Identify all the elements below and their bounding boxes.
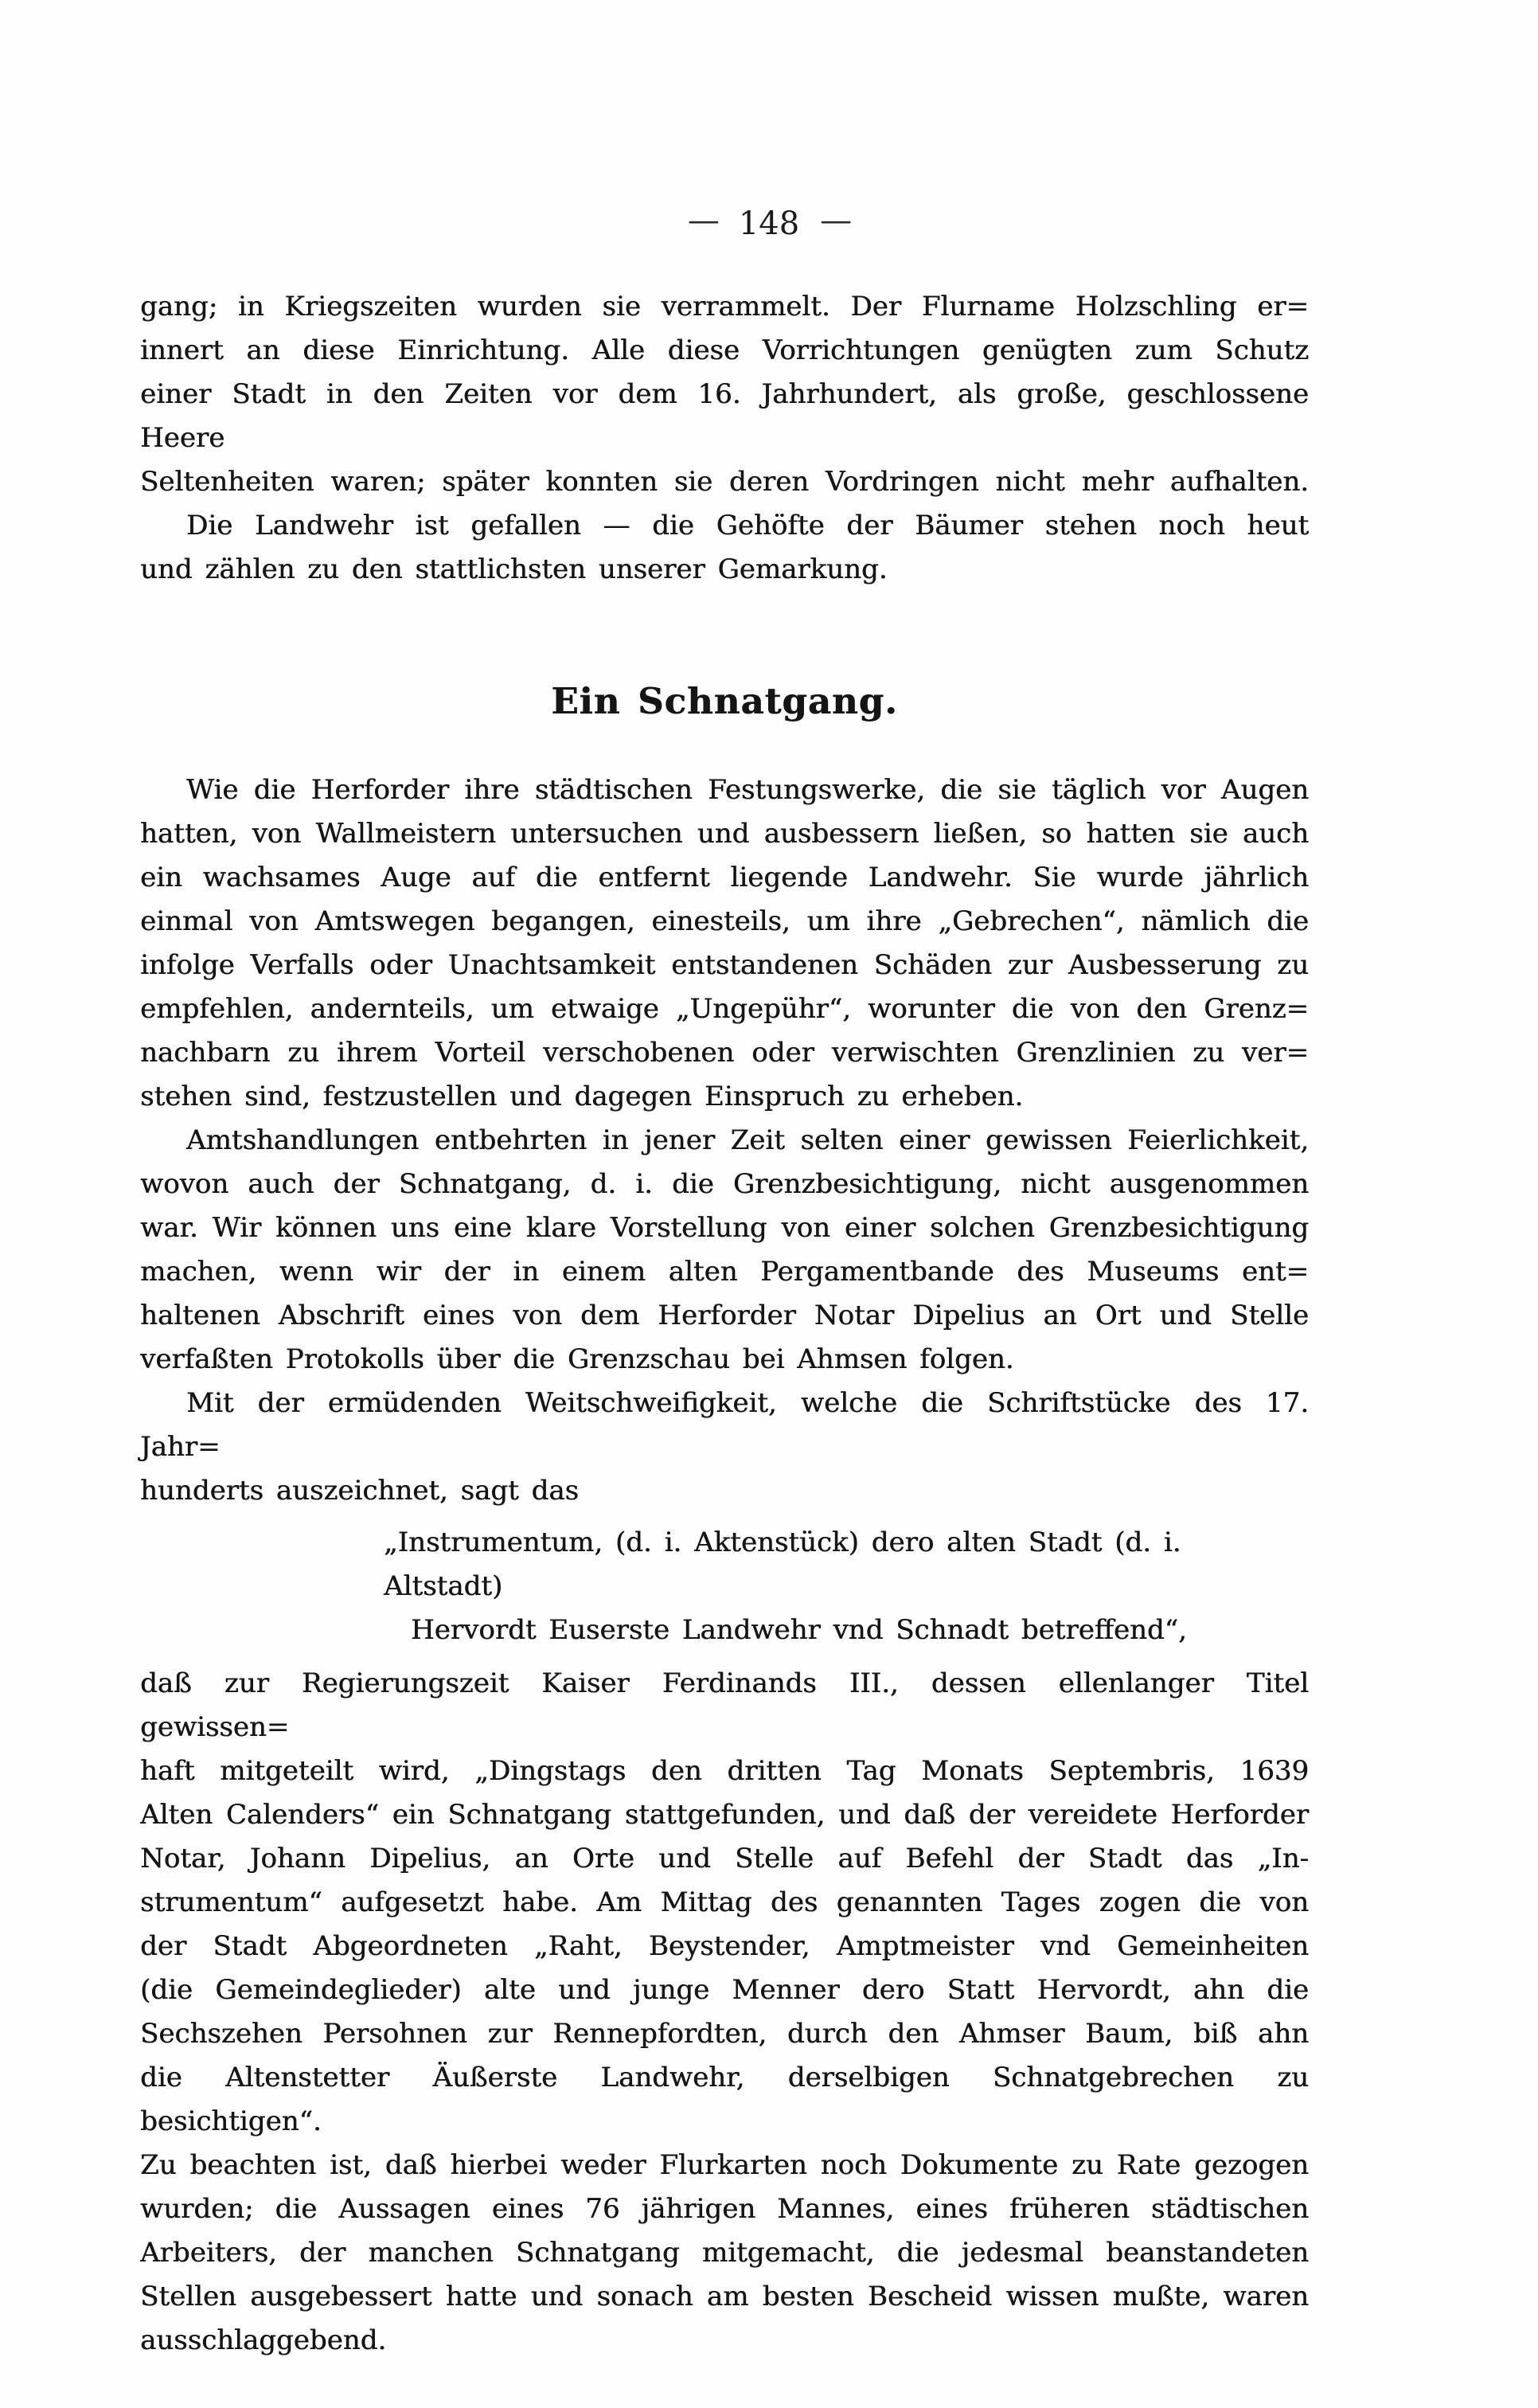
text-line: innert an diese Einrichtung. Alle diese Vorrichtungen genügten zum Schutz [140, 334, 1309, 366]
text-line: verfaßten Protokolls über die Grenzschau bei Ahmsen folgen. [140, 1343, 1014, 1375]
text-line: Stellen ausgebessert hatte und sonach am besten Bescheid wissen mußte, waren [140, 2281, 1309, 2312]
quote-line: Hervordt Euserste Landwehr vnd Schnadt betreffend“, [411, 1614, 1187, 1646]
text-line: Seltenheiten waren; später konnten sie deren Vordringen nicht mehr aufhalten. [140, 466, 1309, 498]
text-line: ein wachsames Auge auf die entfernt liegende Landwehr. Sie wurde jährlich [140, 862, 1309, 893]
text-line: hatten, von Wallmeistern untersuchen und ausbessern ließen, so hatten sie auch [140, 818, 1309, 850]
paragraph-continuation [140, 285, 1309, 504]
text-block [140, 285, 1309, 2363]
text-line: der Stadt Abgeordneten „Raht, Beystender, Amptmeister vnd Gemeinheiten [140, 1930, 1309, 1962]
text-line: die Altenstetter Äußerste Landwehr, derselbigen Schnatgebrechen zu besichtigen“. [140, 2062, 1309, 2137]
paragraph [140, 504, 1309, 592]
text-line: wovon auch der Schnatgang, d. i. die Grenzbesichtigung, nicht ausgenommen [140, 1168, 1309, 1200]
text-line: war. Wir können uns eine klare Vorstellung von einer solchen Grenzbesichtigung [140, 1212, 1309, 1244]
text-line: (die Gemeindeglieder) alte und junge Menner dero Statt Hervordt, ahn die [140, 1974, 1309, 2006]
text-line: Alten Calenders“ ein Schnatgang stattgefunden, und daß der vereidete Herforder [140, 1799, 1309, 1831]
text-line: Sechszehen Persohnen zur Rennepfordten, durch den Ahmser Baum, biß ahn [140, 2018, 1309, 2050]
text-line: stehen sind, festzustellen und dagegen Einspruch zu erheben. [140, 1081, 1024, 1112]
text-line: machen, wenn wir der in einem alten Pergamentbande des Museums ent= [140, 1256, 1309, 1288]
text-line: Wie die Herforder ihre städtischen Festungswerke, die sie täglich vor Augen [186, 774, 1309, 806]
text-line: infolge Verfalls oder Unachtsamkeit entstandenen Schäden zur Ausbesserung zu [140, 949, 1309, 981]
text-line: wurden; die Aussagen eines 76 jährigen Mannes, eines früheren städtischen [140, 2193, 1309, 2225]
text-line: Arbeiters, der manchen Schnatgang mitgemacht, die jedesmal beanstandeten [140, 2237, 1309, 2269]
text-line: daß zur Regierungszeit Kaiser Ferdinands III., dessen ellenlanger Titel gewissen= [140, 1667, 1309, 1743]
text-line: haltenen Abschrift eines von dem Herforder Notar Dipelius an Ort und Stelle [140, 1300, 1309, 1331]
page-number [0, 202, 1538, 242]
text-line: Zu beachten ist, daß hierbei weder Flurkarten noch Dokumente zu Rate gezogen [140, 2149, 1309, 2181]
paragraph [140, 1119, 1309, 1382]
page-number-dash-left: — [687, 202, 718, 239]
text-line: Mit der ermüdenden Weitschweifigkeit, welche die Schriftstücke des 17. Jahr= [140, 1387, 1309, 1463]
text-line: Die Landwehr ist gefallen — die Gehöfte der Bäumer stehen noch heut [186, 510, 1309, 541]
text-line: gang; in Kriegszeiten wurden sie verrammelt. Der Flurname Holzschling er= [140, 291, 1309, 322]
paragraph [140, 768, 1309, 1119]
section-heading: Ein Schnatgang. [551, 680, 898, 722]
text-line: einer Stadt in den Zeiten vor dem 16. Jahrhundert, als große, geschlossene Heere [140, 378, 1309, 454]
text-line: empfehlen, andernteils, um etwaige „Ungepühr“, worunter die von den Grenz= [140, 993, 1309, 1025]
text-line: strumentum“ aufgesetzt habe. Am Mittag des genannten Tages zogen die von [140, 1886, 1309, 1918]
text-line: Amtshandlungen entbehrten in jener Zeit selten einer gewissen Feierlichkeit, [186, 1124, 1309, 1156]
page-number-value: 148 [738, 205, 800, 242]
block-quote [140, 1521, 1309, 1652]
text-line: Notar, Johann Dipelius, an Orte und Stelle auf Befehl der Stadt das „In- [140, 1843, 1309, 1874]
quote-line: „Instrumentum, (d. i. Aktenstück) dero alten Stadt (d. i. Altstadt) [384, 1526, 1181, 1602]
text-line: haft mitgeteilt wird, „Dingstags den dritten Tag Monats Septembris, 1639 [140, 1755, 1309, 1787]
text-line: einmal von Amtswegen begangen, einesteils, um ihre „Gebrechen“, nämlich die [140, 905, 1309, 937]
text-line: ausschlaggebend. [140, 2324, 387, 2356]
paragraph [140, 1382, 1309, 1513]
text-line: und zählen zu den stattlichsten unserer Gemarkung. [140, 553, 888, 585]
paragraph-continuation [140, 1662, 1309, 2363]
page-number-dash-right: — [820, 202, 851, 239]
text-line: nachbarn zu ihrem Vorteil verschobenen oder verwischten Grenzlinien zu ver= [140, 1037, 1309, 1069]
text-line: hunderts auszeichnet, sagt das [140, 1475, 579, 1507]
